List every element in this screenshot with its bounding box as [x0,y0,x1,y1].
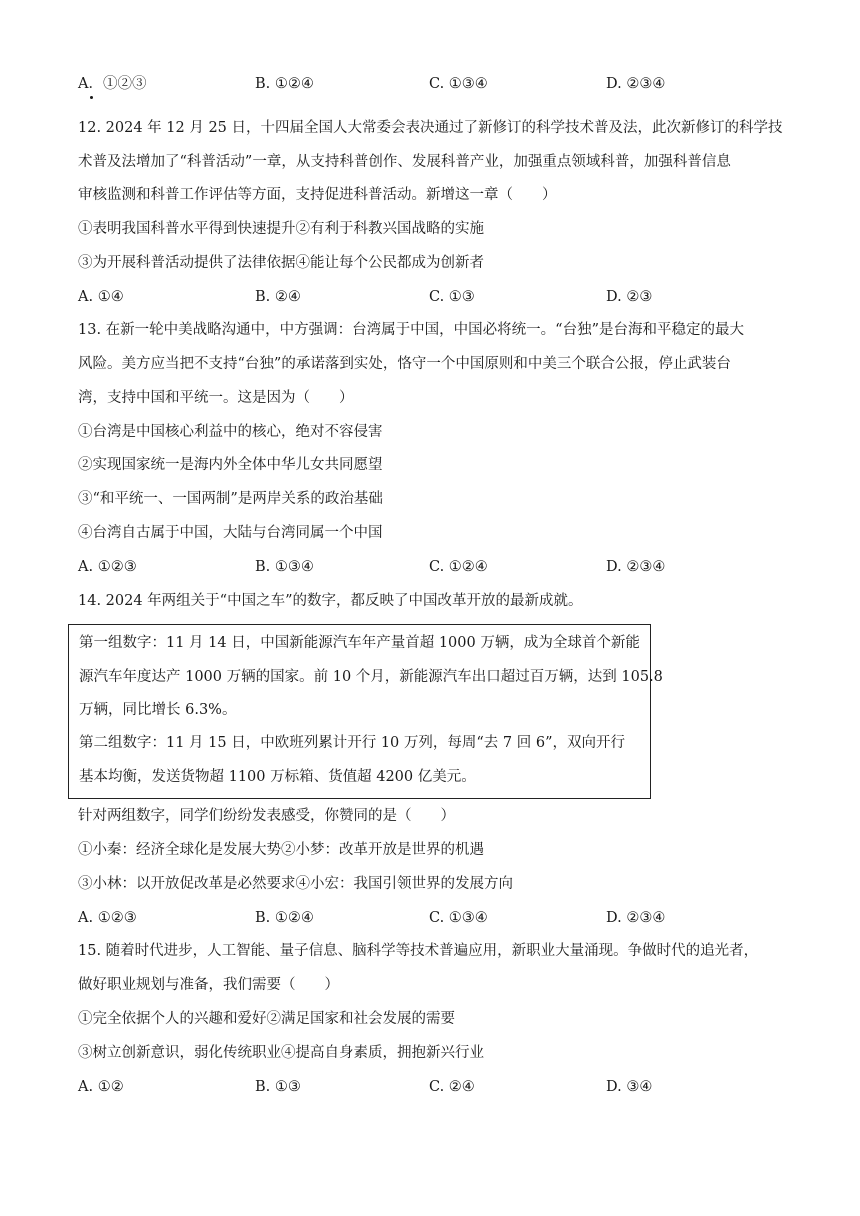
q14-box-line-2: 源汽车年度达产 1000 万辆的国家。前 10 个月，新能源汽车出口超过百万辆，达到 105.8 [79,669,663,685]
q13-stem-line-2: 风险。美方应当把不支持“台独”的承诺落到实处，恪守一个中国原则和中美三个联合公报，停止武装台 [78,356,731,372]
q12-option-c[interactable]: C. ①③ [429,289,475,305]
q14-stem: 14. 2024 年两组关于“中国之车”的数字，都反映了中国改革开放的最新成就。 [78,593,583,609]
q15-option-a[interactable]: A. ①② [78,1079,124,1095]
q12-option-d[interactable]: D. ②③ [606,289,653,305]
q13-options [78,557,778,577]
q15-option-b[interactable]: B. ①③ [255,1079,301,1095]
q13-statement-1: ①台湾是中国核心利益中的核心，绝对不容侵害 [78,424,383,440]
q15-stem-line-2: 做好职业规划与准备，我们需要（ ） [78,977,339,993]
q14-statements-2: ③小林：以开放促改革是必然要求④小宏：我国引领世界的发展方向 [78,876,513,892]
q14-option-a[interactable]: A. ①②③ [78,910,137,926]
q15-statements-1: ①完全依据个人的兴趣和爱好②满足国家和社会发展的需要 [78,1011,455,1027]
q15-option-c[interactable]: C. ②④ [429,1079,475,1095]
q14-statements-1: ①小秦：经济全球化是发展大势②小梦：改革开放是世界的机遇 [78,842,484,858]
q13-option-a[interactable]: A. ①②③ [78,559,137,575]
q14-option-d[interactable]: D. ②③④ [606,910,666,926]
q14-box-line-3: 万辆，同比增长 6.3%。 [79,702,237,718]
q11-option-b[interactable]: B. ①②④ [255,76,314,92]
q12-statements-1: ①表明我国科普水平得到快速提升②有利于科教兴国战略的实施 [78,221,484,237]
q12-stem-line-1: 12. 2024 年 12 月 25 日，十四届全国人大常委会表决通过了新修订的科学技术普及法，此次新修订的科学技 [78,120,783,136]
q14-option-b[interactable]: B. ①②④ [255,910,314,926]
q14-options [78,908,778,928]
q12-stem-line-2: 术普及法增加了“科普活动”一章，从支持科普创作、发展科普产业，加强重点领域科普，加强科普信息 [78,154,731,170]
q15-options [78,1077,778,1097]
q13-statement-3: ③“和平统一、一国两制”是两岸关系的政治基础 [78,491,383,507]
q14-box-line-5: 基本均衡，发送货物超 1100 万标箱、货值超 4200 亿美元。 [79,769,476,785]
q11-option-c[interactable]: C. ①③④ [429,76,488,92]
q14-question: 针对两组数字，同学们纷纷发表感受，你赞同的是（ ） [78,808,455,824]
q13-stem-line-1: 13. 在新一轮中美战略沟通中，中方强调：台湾属于中国，中国必将统一。“台独”是台海和平稳定的最大 [78,322,744,338]
q15-stem-line-1: 15. 随着时代进步，人工智能、量子信息、脑科学等技术普遍应用，新职业大量涌现。争做时代的追光者， [78,943,759,959]
q14-box-line-1: 第一组数字：11 月 14 日，中国新能源汽车年产量首超 1000 万辆，成为全球首个新能 [79,635,640,651]
q11-options [78,74,778,94]
q14-material-box [68,624,663,799]
q11-option-d[interactable]: D. ②③④ [606,76,666,92]
q13-statement-4: ④台湾自古属于中国，大陆与台湾同属一个中国 [78,525,383,541]
q15-option-d[interactable]: D. ③④ [606,1079,653,1095]
q12-stem-line-3: 审核监测和科普工作评估等方面，支持促进科普活动。新增这一章（ ） [78,187,557,203]
q13-statement-2: ②实现国家统一是海内外全体中华儿女共同愿望 [78,457,383,473]
q13-option-c[interactable]: C. ①②④ [429,559,488,575]
stray-dot-mark [90,96,93,99]
q12-option-a[interactable]: A. ①④ [78,289,124,305]
q15-statements-2: ③树立创新意识，弱化传统职业④提高自身素质，拥抱新兴行业 [78,1045,484,1061]
q13-stem-line-3: 湾，支持中国和平统一。这是因为（ ） [78,390,354,406]
q12-options [78,287,778,307]
q14-option-c[interactable]: C. ①③④ [429,910,488,926]
q12-option-b[interactable]: B. ②④ [255,289,301,305]
q13-option-b[interactable]: B. ①③④ [255,559,314,575]
q13-option-d[interactable]: D. ②③④ [606,559,666,575]
q11-option-a[interactable]: A．①②③ [78,76,147,92]
q12-statements-2: ③为开展科普活动提供了法律依据④能让每个公民都成为创新者 [78,255,484,271]
q14-box-line-4: 第二组数字：11 月 15 日，中欧班列累计开行 10 万列，每周“去 7 回 6”，双向开行 [79,735,625,751]
